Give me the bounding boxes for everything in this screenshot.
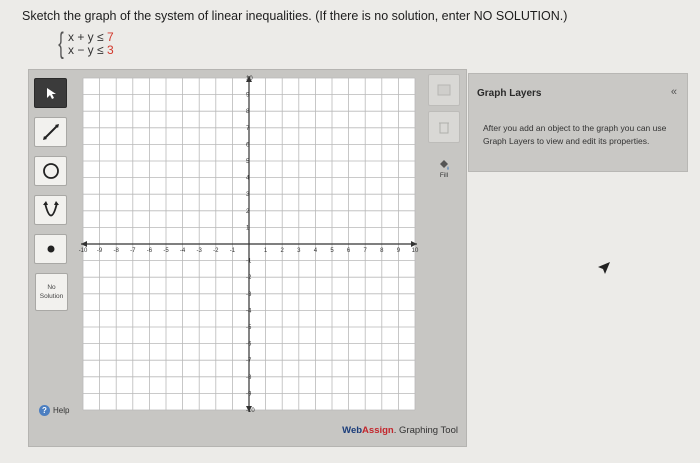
undo-layer-button[interactable] <box>428 74 460 106</box>
y-tick-label: -2 <box>246 275 252 282</box>
parabola-icon <box>41 200 61 220</box>
parabola-tool[interactable] <box>34 195 67 225</box>
pointer-tool[interactable] <box>34 78 67 108</box>
x-tick-label: -1 <box>229 248 236 254</box>
no-solution-label: No Solution <box>39 284 64 300</box>
x-tick-label: 4 <box>313 248 318 254</box>
y-tick-label: -1 <box>246 258 252 265</box>
circle-tool[interactable] <box>34 156 67 186</box>
help-link[interactable] <box>39 405 69 416</box>
layer-icon <box>436 82 452 98</box>
inequality-2-rhs: 3 <box>106 43 114 57</box>
brand-assign: Assign <box>362 425 394 436</box>
help-label: Help <box>53 406 70 415</box>
inequality-2-lhs: x − y ≤ <box>68 43 107 57</box>
x-tick-label: -10 <box>79 248 88 254</box>
x-tick-label: -9 <box>96 248 103 254</box>
y-tick-label: -4 <box>246 308 252 315</box>
graph-layers-panel <box>468 73 688 172</box>
x-tick-label: 2 <box>280 248 284 254</box>
y-tick-label: 10 <box>246 76 253 82</box>
fill-button[interactable] <box>428 148 460 188</box>
x-tick-label: -7 <box>130 248 136 254</box>
x-tick-label: 8 <box>380 248 384 254</box>
line-segment-icon <box>41 122 61 142</box>
fill-label: Fill <box>439 171 449 179</box>
line-tool[interactable] <box>34 117 67 147</box>
paint-bucket-icon <box>437 158 451 172</box>
x-tick-label: -4 <box>179 248 186 254</box>
x-tick-label: 10 <box>411 248 419 254</box>
inequality-system <box>58 27 114 60</box>
y-tick-label: -9 <box>246 391 252 398</box>
y-tick-label: 2 <box>246 208 250 215</box>
webassign-brand <box>342 425 458 436</box>
y-tick-label: 7 <box>246 125 250 132</box>
y-tick-label: 3 <box>246 192 250 199</box>
graphing-tool-panel <box>28 69 467 447</box>
point-icon <box>46 244 56 254</box>
y-tick-label: -10 <box>246 408 255 414</box>
coordinate-grid[interactable] <box>79 74 419 414</box>
x-tick-label: 7 <box>363 248 367 254</box>
x-tick-label: 9 <box>396 248 401 254</box>
inequality-1-rhs: 7 <box>106 30 114 44</box>
collapse-icon[interactable]: « <box>670 86 677 98</box>
graph-layers-description: After you add an object to the graph you can use Graph Layers to view and edit its properties. <box>483 123 667 146</box>
y-tick-label: 1 <box>246 225 250 232</box>
toolbar <box>29 70 72 446</box>
point-tool[interactable] <box>34 234 67 264</box>
x-tick-label: -2 <box>213 248 219 254</box>
brand-suffix: . Graphing Tool <box>393 425 458 436</box>
y-tick-label: -3 <box>246 291 252 298</box>
y-tick-label: 5 <box>246 159 250 165</box>
circle-icon <box>41 161 61 181</box>
y-tick-label: -7 <box>246 358 252 365</box>
x-tick-label: 5 <box>330 248 334 254</box>
trash-icon <box>436 119 452 135</box>
x-tick-label: -5 <box>163 248 169 254</box>
y-tick-label: -8 <box>246 374 252 381</box>
y-tick-label: 9 <box>246 92 250 99</box>
x-tick-label: -3 <box>196 248 202 254</box>
x-tick-label: 3 <box>297 248 301 254</box>
inequality-2 <box>64 44 114 57</box>
y-tick-label: -5 <box>246 325 252 331</box>
x-tick-label: -8 <box>113 248 119 254</box>
brand-web: Web <box>342 425 363 436</box>
x-tick-label: -6 <box>146 248 153 254</box>
mouse-cursor-icon <box>596 260 612 276</box>
y-tick-label: 6 <box>246 142 250 149</box>
y-tick-label: 8 <box>246 109 250 116</box>
y-tick-label: 4 <box>246 175 250 182</box>
arrow-pointer-icon <box>44 86 58 100</box>
brace-icon: { <box>58 27 64 60</box>
right-toolbar <box>426 74 462 188</box>
delete-button[interactable] <box>428 111 460 143</box>
problem-prompt: Sketch the graph of the system of linear inequalities. (If there is no solution, enter NO SOLUTION.) <box>22 9 568 23</box>
inequality-1-lhs: x + y ≤ <box>68 30 107 44</box>
y-tick-label: -6 <box>246 341 252 348</box>
help-icon: ? <box>39 405 50 416</box>
x-tick-label: 6 <box>346 248 351 254</box>
no-solution-button[interactable] <box>35 273 68 311</box>
x-tick-label: 1 <box>263 248 268 254</box>
graph-layers-title: Graph Layers <box>477 88 542 99</box>
